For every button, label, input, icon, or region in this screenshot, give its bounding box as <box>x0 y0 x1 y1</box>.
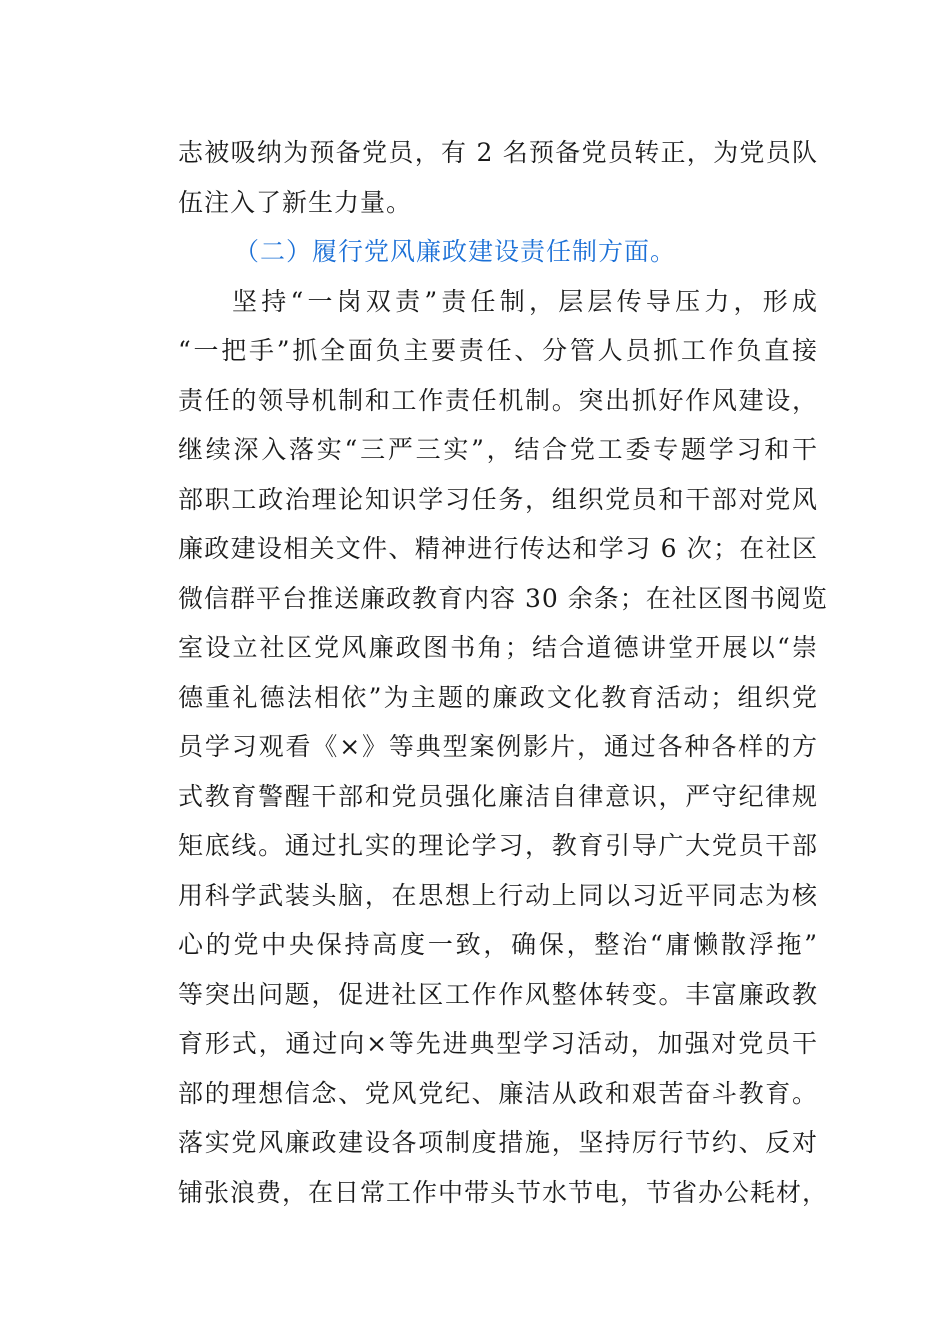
paragraph-line: 式教育警醒干部和党员强化廉洁自律意识，严守纪律规 <box>178 781 818 811</box>
paragraph-line: 育形式，通过向×等先进典型学习活动，加强对党员干 <box>178 1029 818 1058</box>
paragraph-line: 部职工政治理论知识学习任务，组织党员和干部对党风 <box>178 484 818 514</box>
paragraph-line: 德重礼德法相依”为主题的廉政文化教育活动；组织党 <box>178 682 818 712</box>
paragraph-line: 等突出问题，促进社区工作作风整体转变。丰富廉政教 <box>178 979 818 1009</box>
paragraph-line: 用科学武装头脑，在思想上行动上同以习近平同志为核 <box>178 880 818 910</box>
document-body <box>178 128 829 1217</box>
paragraph-line: 微信群平台推送廉政教育内容 30 余条；在社区图书阅览 <box>178 583 828 613</box>
paragraph-line: “一把手”抓全面负主要责任、分管人员抓工作负直接 <box>178 336 818 365</box>
paragraph-line: 矩底线。通过扎实的理论学习，教育引导广大党员干部 <box>178 831 818 860</box>
section-heading: （二）履行党风廉政建设责任制方面。 <box>234 237 677 266</box>
paragraph-line: 员学习观看《×》等典型案例影片，通过各种各样的方 <box>178 732 818 761</box>
paragraph-line: 铺张浪费，在日常工作中带头节水节电，节省办公耗材， <box>178 1177 829 1207</box>
paragraph-line: 志被吸纳为预备党员，有 2 名预备党员转正，为党员队 <box>178 138 818 167</box>
paragraph-line: 坚持“一岗双责”责任制，层层传导压力，形成 <box>232 286 818 316</box>
paragraph-line: 室设立社区党风廉政图书角；结合道德讲堂开展以“崇 <box>178 633 818 662</box>
paragraph-line: 继续深入落实“三严三实”，结合党工委专题学习和干 <box>178 435 818 464</box>
paragraph-line: 心的党中央保持高度一致，确保，整治“庸懒散浮拖” <box>178 930 818 959</box>
paragraph-line: 责任的领导机制和工作责任机制。突出抓好作风建设， <box>178 385 818 415</box>
paragraph-line: 落实党风廉政建设各项制度措施，坚持厉行节约、反对 <box>178 1128 818 1157</box>
paragraph-line: 廉政建设相关文件、精神进行传达和学习 6 次；在社区 <box>178 534 818 563</box>
paragraph-line: 部的理想信念、党风党纪、廉洁从政和艰苦奋斗教育。 <box>178 1078 818 1108</box>
paragraph-line: 伍注入了新生力量。 <box>178 187 413 217</box>
